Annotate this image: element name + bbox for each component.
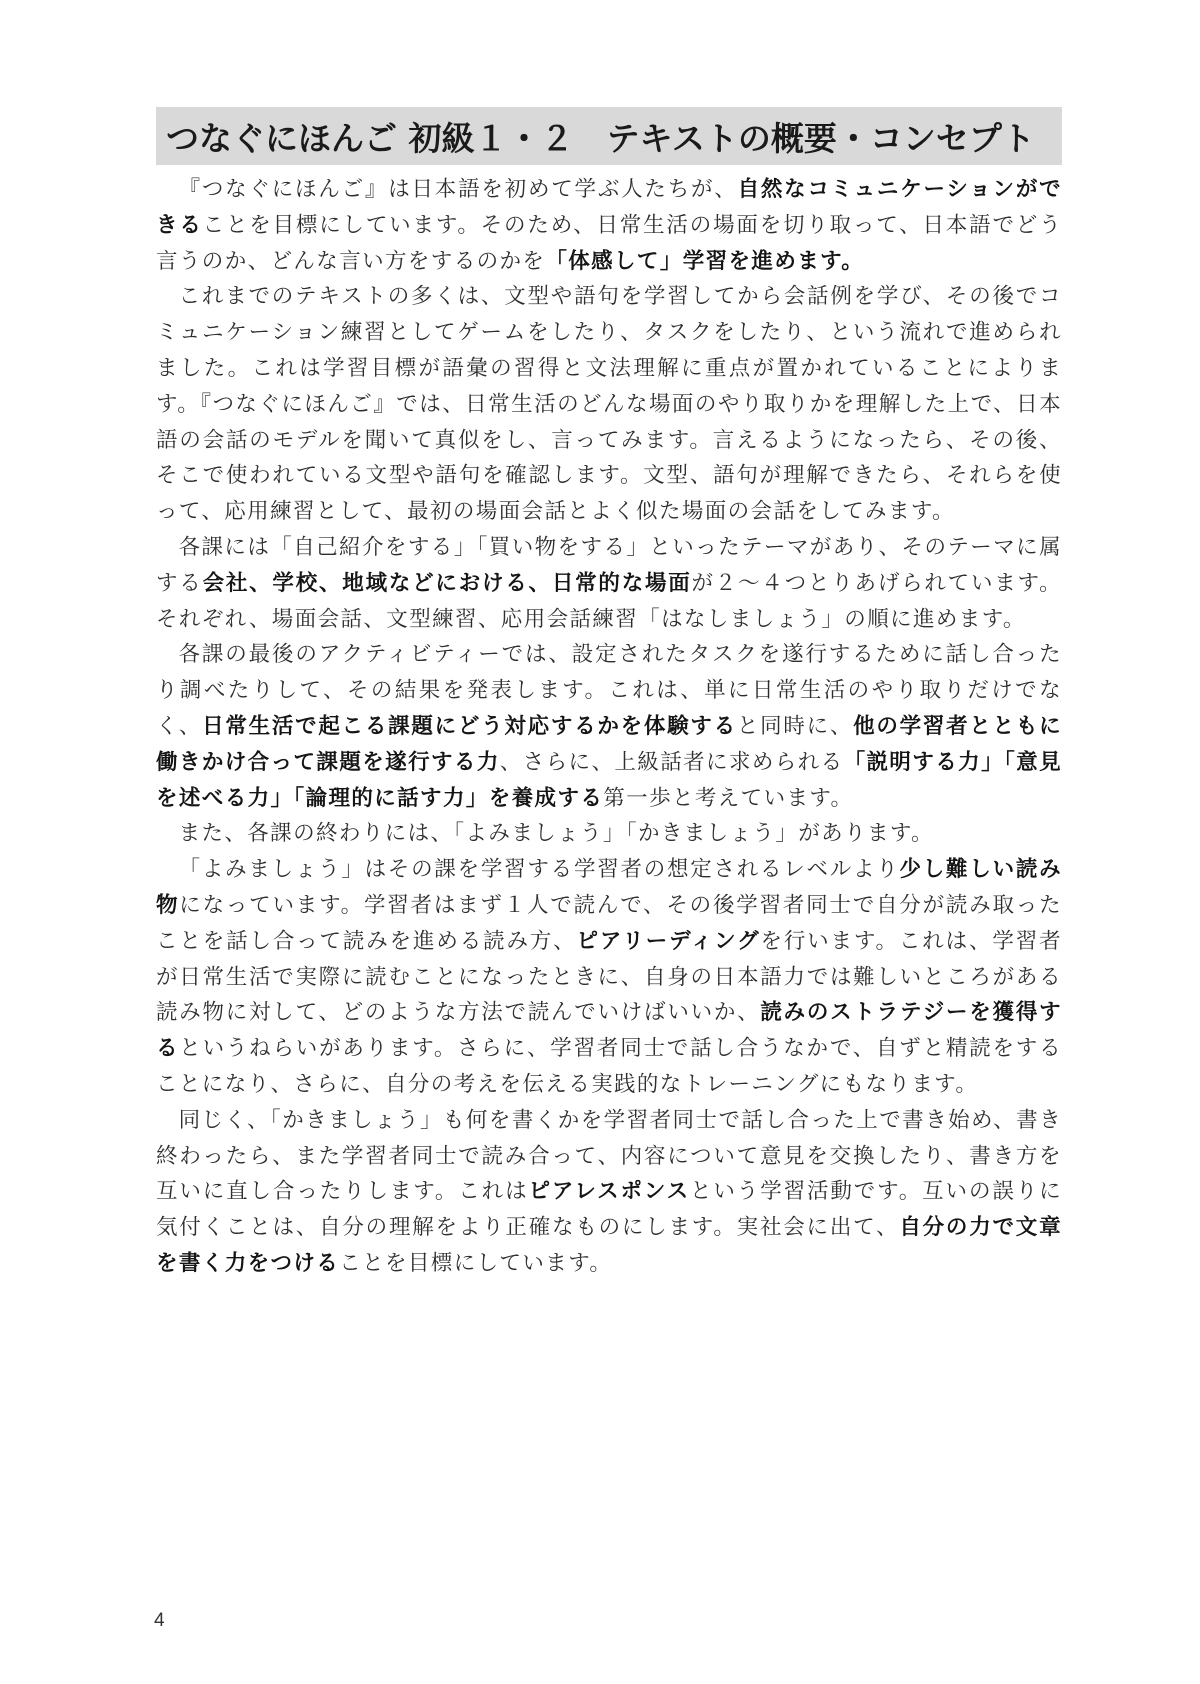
text-run: また、各課の終わりには、「よみましょう」「かきましょう」があります。 (178, 821, 934, 847)
emphasis-text: 会社、学校、地域などにおける、日常的な場面 (202, 570, 692, 596)
text-run: というねらいがあります。さらに、学習者同士で話し合うなかで、自ずと精読をすることになり、さらに、自分の考えを伝える実践的なトレーニングにもなります。 (156, 1036, 1062, 1097)
text-run: これまでのテキストの多くは、文型や語句を学習してから会話例を学び、その後でコミュニケーション練習としてゲームをしたり、タスクをしたり、という流れで進められました。これは学習目標が語彙の習得と文法理解に重点が置かれていることによります。『つなぐにほんご』では、日常生活のどんな場面のやり取りかを理解した上で、日本語の会話のモデルを聞いて真似をし、言ってみます。言えるようになったら、その後、そこで使われている文型や語句を確認します。文型、語句が理解できたら、それらを使って、応用練習として、最初の場面会話とよく似た場面の会話をしてみます。 (156, 284, 1062, 525)
text-run: 同じく、「かきましょう」も何を書くかを学習者同士で話し合った上で書き始め、書き終わったら、また学習者同士で読み合って、内容について意見を交換したり、書き方を互いに直し合ったりします。これは (156, 1107, 1062, 1205)
text-run: という学習活動です。互いの誤りに気付くことは、自分の理解をより正確なものにします。実社会に出て、 (156, 1179, 1063, 1241)
text-run: 各課には「自己紹介をする」「買い物をする」といったテーマがあり、そのテーマに属する (156, 534, 1062, 596)
paragraph (156, 279, 1062, 530)
paragraph (156, 852, 1062, 1103)
text-run: 第一歩と考えています。 (603, 785, 854, 811)
body-text (156, 172, 1062, 1282)
text-run: ことを目標にしています。 (339, 1250, 613, 1276)
emphasis-text: ピアリーディング (576, 928, 761, 954)
emphasis-text: 読みのストラテジーを獲得する (156, 1000, 1062, 1062)
emphasis-text: 「説明する力」「意見を述べる力」「論理的に話す力」を養成する (156, 749, 1062, 811)
text-run: が２～４つとりあげられています。それぞれ、場面会話、文型練習、応用会話練習「はなしましょう」の順に進めます。 (156, 570, 1062, 632)
paragraph (156, 1103, 1062, 1282)
section-title-bar (156, 107, 1062, 165)
emphasis-text: 少し難しい読み物 (156, 857, 1062, 918)
emphasis-text: 日常生活で起こる課題にどう対応するかを体験する (202, 713, 737, 739)
text-run: と同時に、 (736, 713, 854, 739)
text-run: 『つなぐにほんご』は日本語を初めて学ぶ人たちが、 (178, 177, 738, 202)
emphasis-text: 他の学習者とともに働きかけ合って課題を遂行する力 (156, 713, 1063, 775)
emphasis-text: 自然なコミュニケーションができる (156, 177, 1063, 238)
emphasis-text: 自分の力で文章を書く力をつける (156, 1215, 1062, 1276)
paragraph (156, 530, 1062, 637)
paragraph (156, 816, 1062, 852)
text-run: 各課の最後のアクティビティーでは、設定されたタスクを遂行するために話し合ったり調べたりして、その結果を発表します。これは、単に日常生活のやり取りだけでなく、 (156, 642, 1062, 739)
text-run: ことを目標にしています。そのため、日常生活の場面を切り取って、日本語でどう言うのか、どんな言い方をするのかを (156, 212, 1062, 274)
paragraph (156, 172, 1062, 279)
text-run: を行います。これは、学習者が日常生活で実際に読むことになったときに、自身の日本語力では難しいところがある読み物に対して、どのような方法で読んでいけばいいか、 (156, 928, 1062, 1026)
text-run: になっています。学習者はまず１人で読んで、その後学習者同士で自分が読み取ったことを話し合って読みを進める読み方、 (156, 892, 1062, 954)
text-run: 「よみましょう」はその課を学習する学習者の想定されるレベルより (178, 857, 900, 883)
emphasis-text: 「体感して」学習を進めます。 (545, 248, 865, 274)
page-number: 4 (154, 1610, 165, 1631)
paragraph (156, 637, 1062, 816)
text-run: 、さらに、上級話者に求められる (499, 749, 844, 775)
emphasis-text: ピアレスポンス (528, 1179, 691, 1205)
section-title: つなぐにほんご 初級１・２ テキストの概要・コンセプト (166, 118, 1035, 158)
